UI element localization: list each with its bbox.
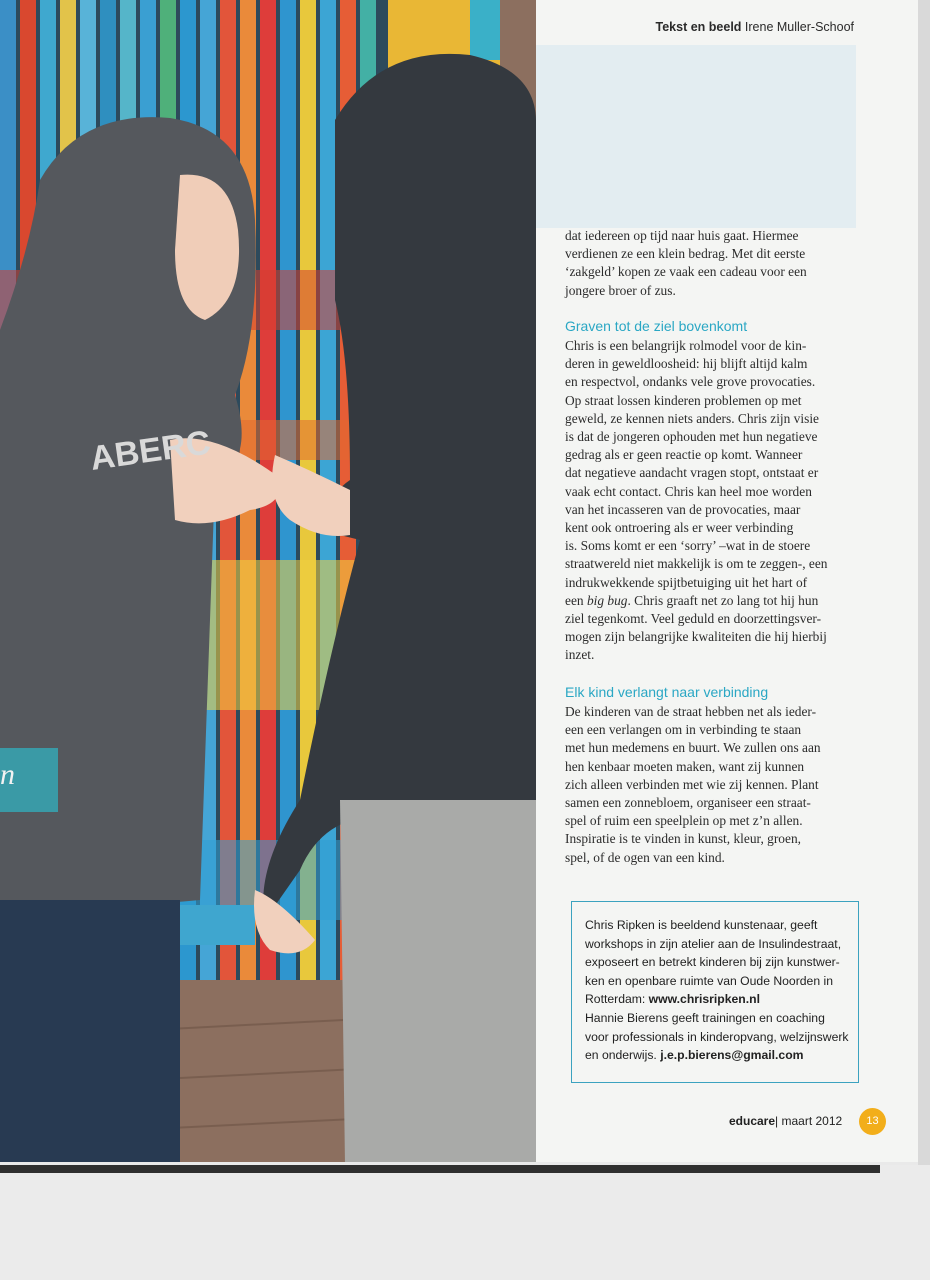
section-heading: Graven tot de ziel bovenkomt [565, 318, 748, 334]
info-line [585, 990, 848, 1009]
text-line: ziel tegenkomt. Veel geduld en doorzettingsver- [565, 611, 822, 627]
info-line: workshops in zijn atelier aan de Insulindestraat, [585, 936, 842, 951]
page-footer [729, 1114, 842, 1128]
author-name: Irene Muller-Schoof [744, 20, 854, 34]
text-line: verdienen ze een klein bedrag. Met dit eerste [565, 246, 806, 262]
info-line: exposeert en betrekt kinderen bij zijn kunstwer- [585, 955, 840, 970]
scan-background [0, 1165, 930, 1280]
author-info-box [571, 901, 859, 1083]
text-line: is. Soms komt er een ‘sorry’ –wat in de stoere [565, 538, 811, 554]
text-line: hen kenbaar moeten maken, want zij kunnen [565, 758, 805, 774]
info-line [585, 1046, 848, 1065]
text-line: met hun medemens en buurt. We zullen ons aan [565, 740, 821, 756]
text-line: De kinderen van de straat hebben net als ieder- [565, 704, 817, 719]
side-tab-letter: n [0, 758, 15, 791]
text-line: kent ook ontroering als er weer verbinding [565, 520, 794, 536]
footer-separator: | [775, 1114, 779, 1128]
info-line: Hannie Bierens geeft trainingen en coaching [585, 1010, 825, 1025]
section-label: Tekst en beeld [655, 20, 742, 34]
section-paragraph [565, 337, 861, 665]
text-line: spel of ruim een speelplein op met z’n allen. [565, 813, 803, 829]
text-line: gedrag als er geen reactie op komt. Wanneer [565, 447, 803, 463]
text-line: deren in geweldloosheid: hij blijft altijd kalm [565, 356, 808, 372]
section-paragraph [565, 703, 861, 867]
text-line: geweld, ze kennen niets anders. Chris zijn visie [565, 410, 819, 426]
text-line: jongere broer of zus. [565, 282, 676, 298]
magazine-brand: educare [729, 1114, 776, 1128]
info-line: voor professionals in kinderopvang, welzijnswerk [585, 1029, 849, 1044]
text-line: zich alleen verbinden met wie zij kennen. Plant [565, 776, 819, 792]
text-line [565, 592, 861, 610]
text-line: indrukwekkende spijtbetuiging uit het hart of [565, 574, 808, 590]
text-line: spel, of de ogen van een kind. [565, 849, 725, 865]
italic-phrase: big bug [586, 592, 628, 608]
text-line: en respectvol, ondanks vele grove provocaties. [565, 374, 816, 390]
issue-date: maart 2012 [781, 1114, 843, 1128]
info-text: en onderwijs. [585, 1048, 661, 1063]
website-link[interactable]: www.chrisripken.nl [648, 992, 760, 1007]
info-text: Rotterdam: [585, 992, 649, 1007]
text-line: vaak echt contact. Chris kan heel moe worden [565, 483, 812, 499]
text-line: Inspiratie is te vinden in kunst, kleur, groen, [565, 831, 801, 847]
intro-paragraph [565, 227, 861, 300]
section-heading: Elk kind verlangt naar verbinding [565, 684, 769, 700]
text-line: Chris is een belangrijk rolmodel voor de kin- [565, 338, 807, 353]
text-line: dat negatieve aandacht vragen stopt, ontstaat er [565, 465, 819, 481]
text-line: samen een zonnebloem, organiseer een straat- [565, 795, 811, 811]
text-line: Op straat lossen kinderen problemen op met [565, 392, 802, 408]
page-header [656, 20, 854, 34]
text-line: een een verlangen om in verbinding te staan [565, 722, 802, 738]
info-line: ken en openbare ruimte van Oude Noorden in [585, 973, 833, 988]
text-line: inzet. [565, 647, 595, 663]
email-link[interactable]: j.e.p.bierens@gmail.com [660, 1048, 804, 1063]
text-fragment: . Chris graaft net zo lang tot hij hun [627, 592, 819, 608]
text-line: ‘zakgeld’ kopen ze vaak een cadeau voor een [565, 264, 807, 280]
page-edge [918, 0, 930, 1165]
text-line: dat iedereen op tijd naar huis gaat. Hiermee [565, 228, 799, 243]
text-line: straatwereld niet makkelijk is om te zeggen-, een [565, 556, 828, 572]
info-line: Chris Ripken is beeldend kunstenaar, geeft [585, 918, 818, 932]
page-number-badge: 13 [859, 1108, 886, 1135]
text-line: is dat de jongeren ophouden met hun negatieve [565, 429, 818, 445]
faded-panel [536, 45, 856, 228]
text-line: mogen zijn belangrijke kwaliteiten die hij hierbij [565, 629, 827, 645]
text-line: van het incasseren van de provocaties, maar [565, 501, 801, 517]
text-fragment: een [565, 592, 587, 608]
svg-text:ABERC: ABERC [87, 423, 213, 478]
